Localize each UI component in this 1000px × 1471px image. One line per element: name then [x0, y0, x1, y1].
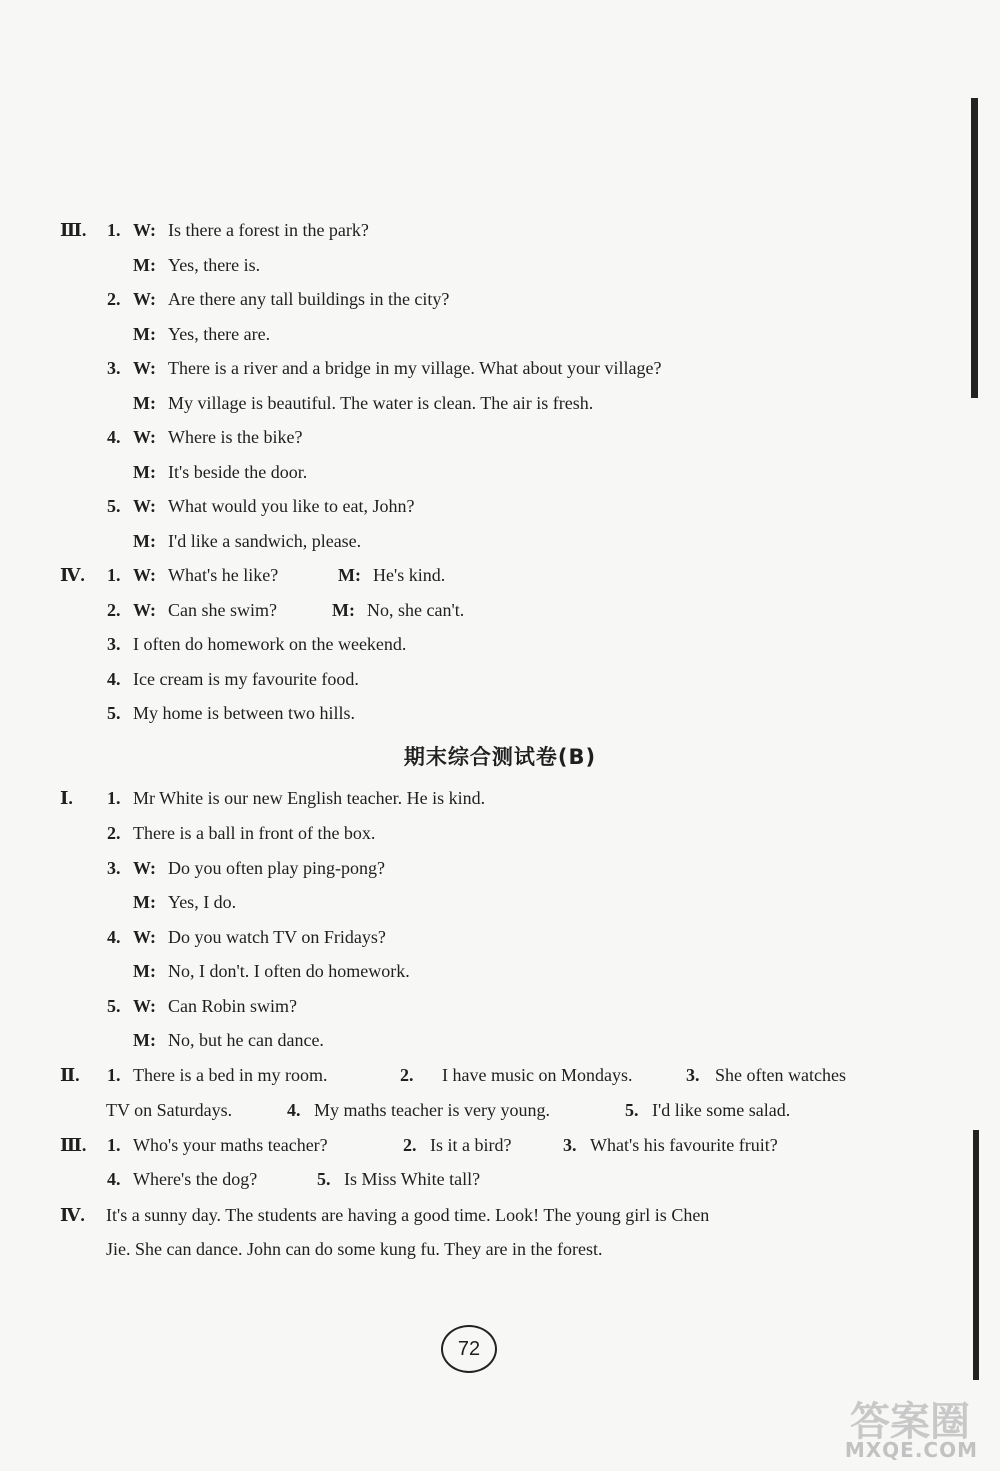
watermark-url: MXQE.COM — [844, 1438, 978, 1462]
section-label: Ⅲ. — [60, 220, 87, 240]
scan-edge-bottom — [973, 1130, 979, 1380]
watermark-logo: 答案圈 — [850, 1399, 970, 1445]
page-number: 72 — [441, 1325, 497, 1373]
section-label: Ⅳ. — [60, 1205, 85, 1225]
scan-edge-top — [971, 98, 978, 398]
section-label: Ⅳ. — [60, 565, 85, 585]
section-label: Ⅲ. — [60, 1135, 87, 1155]
document-page: Ⅲ. 1. W: Is there a forest in the park? M: Yes, there is. 2. W: Are there any tall buildings in the city? M: Yes, there are. 3. W: There is a river and a bridge in my village. What about your village? M: My village is beautiful. The water is clean. The air is fresh. 4. W: Where is the bike? M: It's beside the door. 5. W: What would you like to eat, John? M: I'd like a sandwich, please. Ⅳ. 1. W: What's he like? M: He's kind. 2. W: Can she swim? M: No, she can't. 3. I often do homework on the weekend. 4. Ice cream is my favourite food. 5. My home is between two hills. 期末综合测试卷(B) Ⅰ. 1. Mr White is our new English teacher. He is kind. 2. There is a ball in front of the box. 3. W: Do you often play ping-pong? M: Yes, I do. 4. W: Do you watch TV on Fridays? M: No, I don't. I often do homework. 5. W: Can Robin swim? M: No, but he can dance. Ⅱ. 1. There is a bed in my room. 2. I have music on Mondays. 3. She often watches TV on Saturdays. 4. My maths teacher is very young. 5. I'd like some salad. Ⅲ. 1. Who's your maths teacher? 2. Is it a bird? 3. What's his favourite fruit? 4. Where's the dog? 5. Is Miss White tall? Ⅳ. It's a sunny day. The students are having a good time. Look! The young girl is Chen Jie. She can dance. John can do some kung fu. They are in the forest. 72 答案圈 MXQE.COM — [0, 0, 1000, 1471]
section-label: Ⅰ. — [60, 788, 73, 808]
section-label: Ⅱ. — [60, 1065, 80, 1085]
test-title: 期末综合测试卷(B) — [403, 745, 597, 769]
